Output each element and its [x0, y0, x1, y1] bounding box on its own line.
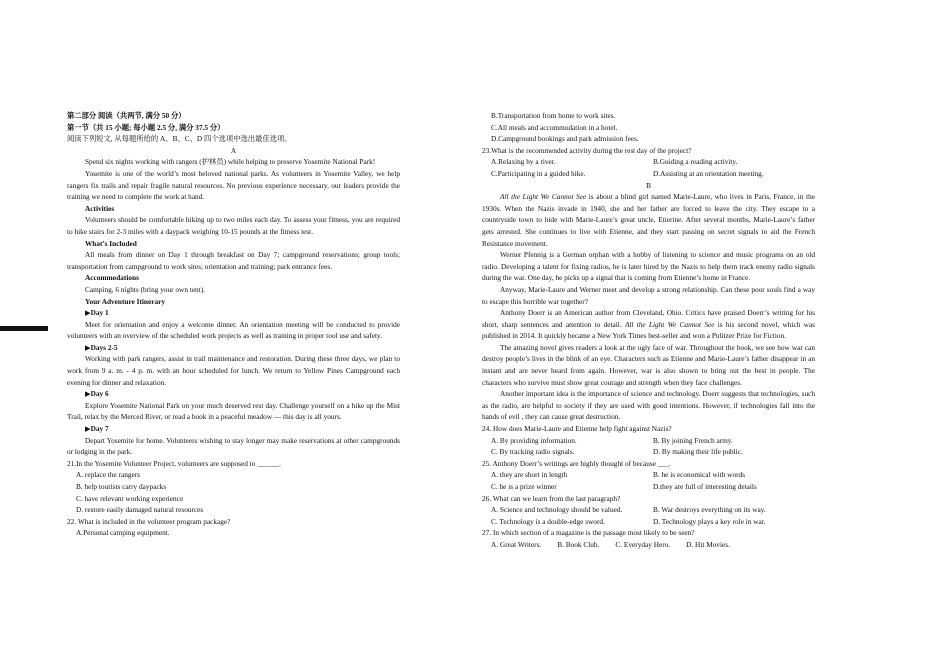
days2-5-heading: ▶Days 2-5: [85, 342, 118, 352]
day7-heading: ▶Day 7: [85, 424, 109, 434]
q25-option-d: D.they are full of interesting details: [653, 482, 757, 491]
q24-options-row-2: [482, 446, 815, 458]
day6-text: Explore Yosemite National Park on your much deserved rest day. Challenge yourself on a hike up the Mist Trail, relax by the Merced River, or read a book in a peaceful meadow — this day is all yours.: [67, 400, 400, 422]
included-heading: What’s Included: [85, 238, 137, 248]
q24-options-row-1: [482, 435, 815, 447]
book-title: All the Light We Cannot See: [624, 319, 715, 329]
q26-options-row-2: [482, 516, 815, 528]
q22-option-a: A.Personal camping equipment.: [76, 528, 170, 538]
included-text: All meals from dinner on Day 1 through breakfast on Day 7; campground reservations; group tools; transportation from campground to work sites; orientation and training; park entrance fees.: [67, 250, 400, 271]
q26-option-c: C. Technology is a double-edge sword.: [491, 516, 605, 526]
question-26: 26. What can we learn from the last paragraph?: [482, 493, 621, 503]
passage-b-paragraph-1: [482, 191, 815, 249]
q26-options-row-1: [482, 504, 815, 516]
q25-option-b: B. he is economical with words: [653, 470, 746, 480]
question-25: 25. Anthony Doerr’s writings are highly thought of because ___.: [482, 458, 671, 468]
q23-option-a: A.Relaxing by a river.: [491, 157, 556, 167]
question-23: 23.What is the recommended activity during the rest day of the project?: [482, 145, 692, 155]
section-header: 第二部分 阅读（共两节, 满分 50 分）: [67, 111, 186, 120]
q21-option-d: D. restore easily damaged natural resources: [76, 505, 204, 515]
q23-options-row-1: [482, 156, 815, 168]
q23-option-c: C.Participating in a guided hike.: [491, 168, 586, 178]
intro-paragraph: Spend six nights working with rangers (护林员) while helping to preserve Yosemite National Park!: [85, 157, 376, 167]
q22-option-d: D.Campground bookings and park admission fees.: [491, 134, 639, 144]
question-24: 24. How does Marie-Laure and Etienne help fight against Nazis?: [482, 424, 672, 434]
q27-option-a: A. Great Writers.: [491, 539, 542, 549]
passage-b-paragraph-6: Another important idea is the importance of science and technology. Doerr suggests that technologies, such as the radio, are helpful to society if they are used with good intentions. However, if technologies fall into the hands of evil , they can cause great destruction.: [482, 389, 815, 422]
instruction: 阅读下列短文, 从每题所给的 A、B、C、D 四个选项中选出最佳选项。: [67, 134, 292, 144]
q27-options-row: [482, 539, 815, 551]
q25-options-row-2: [482, 481, 815, 493]
question-21: 21.In the Yosemite Volunteer Project, volunteers are supposed to ______.: [67, 458, 281, 468]
binding-margin-bar: [0, 326, 48, 331]
day1-heading: ▶Day 1: [85, 308, 109, 318]
q27-option-c: C. Everyday Hero.: [615, 539, 671, 549]
q24-option-a: A. By providing information.: [491, 435, 577, 445]
accommodations-text: Camping, 6 nights (bring your own tent).: [85, 284, 205, 294]
activities-heading: Activities: [85, 203, 115, 213]
subsection-header: 第一节（共 15 小题; 每小题 2.5 分, 满分 37.5 分）: [67, 122, 225, 132]
question-22: 22. What is included in the volunteer program package?: [67, 516, 231, 526]
q24-option-b: B. By joining French army.: [653, 435, 733, 445]
itinerary-heading: Your Adventure Itinerary: [85, 296, 165, 306]
day1-text: Meet for orientation and enjoy a welcome dinner. An orientation meeting will be conducted to provide volunteers with an overview of the scheduled work projects as well as training in proper tool use and safety.: [67, 319, 400, 341]
right-column: [482, 110, 815, 551]
q26-option-d: D. Technology plays a key role in war.: [653, 516, 766, 526]
q25-option-c: C. he is a prize winner: [491, 482, 557, 491]
q21-option-b: B. help tourists carry daypacks: [76, 482, 167, 491]
q21-option-a: A. replace the rangers: [76, 470, 141, 480]
q26-option-b: B. War destroys everything on its way.: [653, 505, 766, 515]
passage-b-paragraph-4: [482, 307, 815, 342]
q22-option-c: C.All meals and accommodation in a hotel.: [491, 122, 618, 132]
paragraph-text: Anthony Doerr is an American author from Cleveland, Ohio. Critics have praised Doerr’s writing for his short, sharp sentences and attention to detail.: [482, 308, 815, 329]
q24-option-c: C. By tracking radio signals.: [491, 447, 575, 457]
book-title: All the Light We Cannot See: [500, 192, 587, 202]
q24-option-d: D. By making their life public.: [653, 447, 743, 457]
q23-options-row-2: [482, 168, 815, 180]
question-27: 27. In which section of a magazine is the passage most likely to be seen?: [482, 528, 695, 538]
days2-5-text: Working with park rangers, assist in trail maintenance and restoration. During these three days, we plan to work from 9 a. m. - 4 p. m. with an hour scheduled for lunch. We return to Yellow Pines Campground each evening for dinner and relaxation.: [67, 354, 400, 387]
day7-text: Depart Yosemite for home. Volunteers wishing to stay longer may make reservations at other campgrounds or lodging in the park.: [67, 435, 400, 457]
paragraph-text: is his second novel, which was published in 2014. It quickly became a New York Times best-seller and won a Pulitzer Prize for Fiction.: [482, 319, 816, 341]
paragraph: Yosemite is one of the world’s most beloved national parks. As volunteers in Yosemite Valley, we help rangers fix trails and repair fragile natural resources. No previous experience necessary, our leaders provide the training we need to complete the work at hand.: [67, 168, 400, 202]
q26-option-a: A. Science and technology should be valued.: [491, 505, 623, 515]
q27-option-d: D. Hit Movies.: [686, 539, 730, 549]
passage-a-label: A: [230, 145, 237, 155]
passage-b-label: B: [646, 180, 651, 190]
passage-b-paragraph-3: Anyway, Marie-Laure and Werner meet and develop a strong relationship. Can these poor souls find a way to escape this horrible war together?: [482, 284, 815, 306]
left-column: [67, 110, 400, 539]
q25-options-row-1: [482, 469, 815, 481]
paragraph-text: is about a blind girl named Marie-Laure, who lives in Paris, France, in the 1930s. When the Nazis invade in 1940, she and her father are forced to leave the city. They escape to a countryside town to hide with Marie-Laure’s great uncle, Etierine. After several months, Marie-Laure’s father gets arrested. She continues to live with Etienne, and they start passing on secret signals to aid the French Resistance movement.: [482, 192, 816, 248]
q23-option-b: B.Guiding a reading activity.: [653, 157, 738, 167]
q21-option-c: C. have relevant working experience: [76, 493, 184, 503]
accommodations-heading: Accommodations: [85, 273, 139, 283]
activities-text: Volunteers should be comfortable hiking up to two miles each day. To assess your fitness, you are required to hike stairs for 2-3 miles with a daypack weighing 10-15 pounds at the fitness test.: [67, 215, 400, 236]
q23-option-d: D.Assisting at an orientation meeting.: [653, 168, 764, 178]
day6-heading: ▶Day 6: [85, 389, 109, 399]
q25-option-a: A. they are short in length: [491, 470, 568, 480]
passage-b-paragraph-2: Werner Pfennig is a German orphan with a hobby of listening to science and music programs on an old radio. Developing a talent for fixing radios, he is later hired by the Nazis to help them track enemy radio signals during the war. One day, he picks up a signal that is coming from Etienne’s home in France.: [482, 250, 815, 283]
q27-option-b: B. Book Club.: [557, 539, 600, 549]
passage-b-paragraph-5: The amazing novel gives readers a look at the ugly face of war. Throughout the book, we see how war can destroy people’s lives in the blink of an eye. Characters such as Etienne and Marie-Laure’s father disappear in an instant and are never heard from again. However, war is also shown to bring out the best in people. The characters who survive must show great courage and strength when they face challenges.: [482, 342, 815, 387]
q22-option-b: B.Transportation from home to work sites.: [491, 111, 616, 120]
